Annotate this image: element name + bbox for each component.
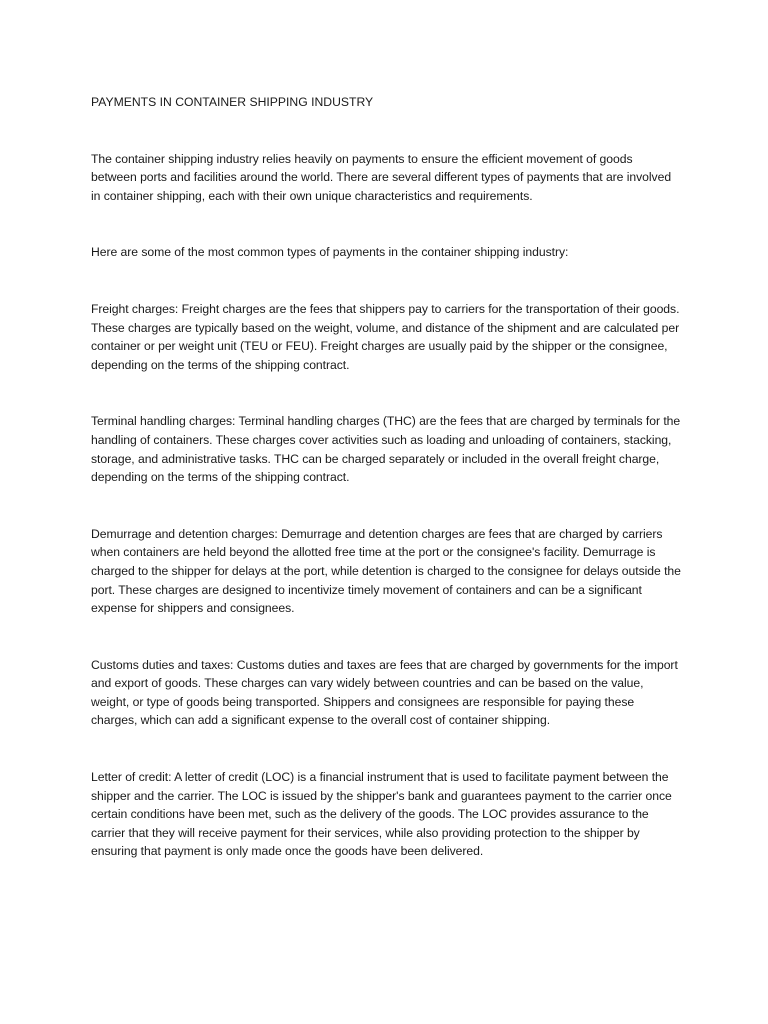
spacer xyxy=(91,262,681,300)
lead-in-paragraph: Here are some of the most common types of payments in the container shipping industry: xyxy=(91,245,569,260)
freight-charges-paragraph: Freight charges: Freight charges are the fees that shippers pay to carriers for the transportation of their goods. These charges are typically based on the weight, volume, and distance of the shipment and are calculated per container or per weight unit (TEU or FEU). Freight charges are usually paid by the shipper or the consignee, depending on the terms of the shipping contract. xyxy=(91,301,680,372)
customs-duties-paragraph: Customs duties and taxes: Customs duties and taxes are fees that are charged by governments for the import and export of goods. These charges can vary widely between countries and can be based on the value, weight, or type of goods being transported. Shippers and consignees are responsible for paying these charges, which can add a significant expense to the overall cost of container shipping. xyxy=(91,657,678,728)
intro-paragraph: The container shipping industry relies heavily on payments to ensure the efficient movement of goods between ports and facilities around the world. There are several different types of payments that are involved in container shipping, each with their own unique characteristics and requirements. xyxy=(91,151,672,203)
spacer xyxy=(91,205,681,243)
spacer xyxy=(91,618,681,656)
terminal-handling-charges-paragraph: Terminal handling charges: Terminal handling charges (THC) are the fees that are charged by terminals for the handling of containers. These charges cover activities such as loading and unloading of containers, stacking, storage, and administrative tasks. THC can be charged separately or included in the overall freight charge, depending on the terms of the shipping contract. xyxy=(91,414,681,485)
spacer xyxy=(91,487,681,525)
spacer xyxy=(91,374,681,412)
spacer xyxy=(91,112,681,150)
spacer xyxy=(91,730,681,768)
letter-of-credit-paragraph: Letter of credit: A letter of credit (LOC) is a financial instrument that is used to facilitate payment between the shipper and the carrier. The LOC is issued by the shipper's bank and guarantees payment to the carrier once certain conditions have been met, such as the delivery of the goods. The LOC provides assurance to the carrier that they will receive payment for their services, while also providing protection to the shipper by ensuring that payment is only made once the goods have been delivered. xyxy=(91,770,672,859)
demurrage-detention-paragraph: Demurrage and detention charges: Demurrage and detention charges are fees that are charged by carriers when containers are held beyond the allotted free time at the port or the consignee's facility. Demurrage is charged to the shipper for delays at the port, while detention is charged to the consignee for delays outside the port. These charges are designed to incentivize timely movement of containers and can be a significant expense for shippers and consignees. xyxy=(91,526,681,616)
document-body xyxy=(91,93,681,861)
document-title: PAYMENTS IN CONTAINER SHIPPING INDUSTRY xyxy=(91,95,374,109)
